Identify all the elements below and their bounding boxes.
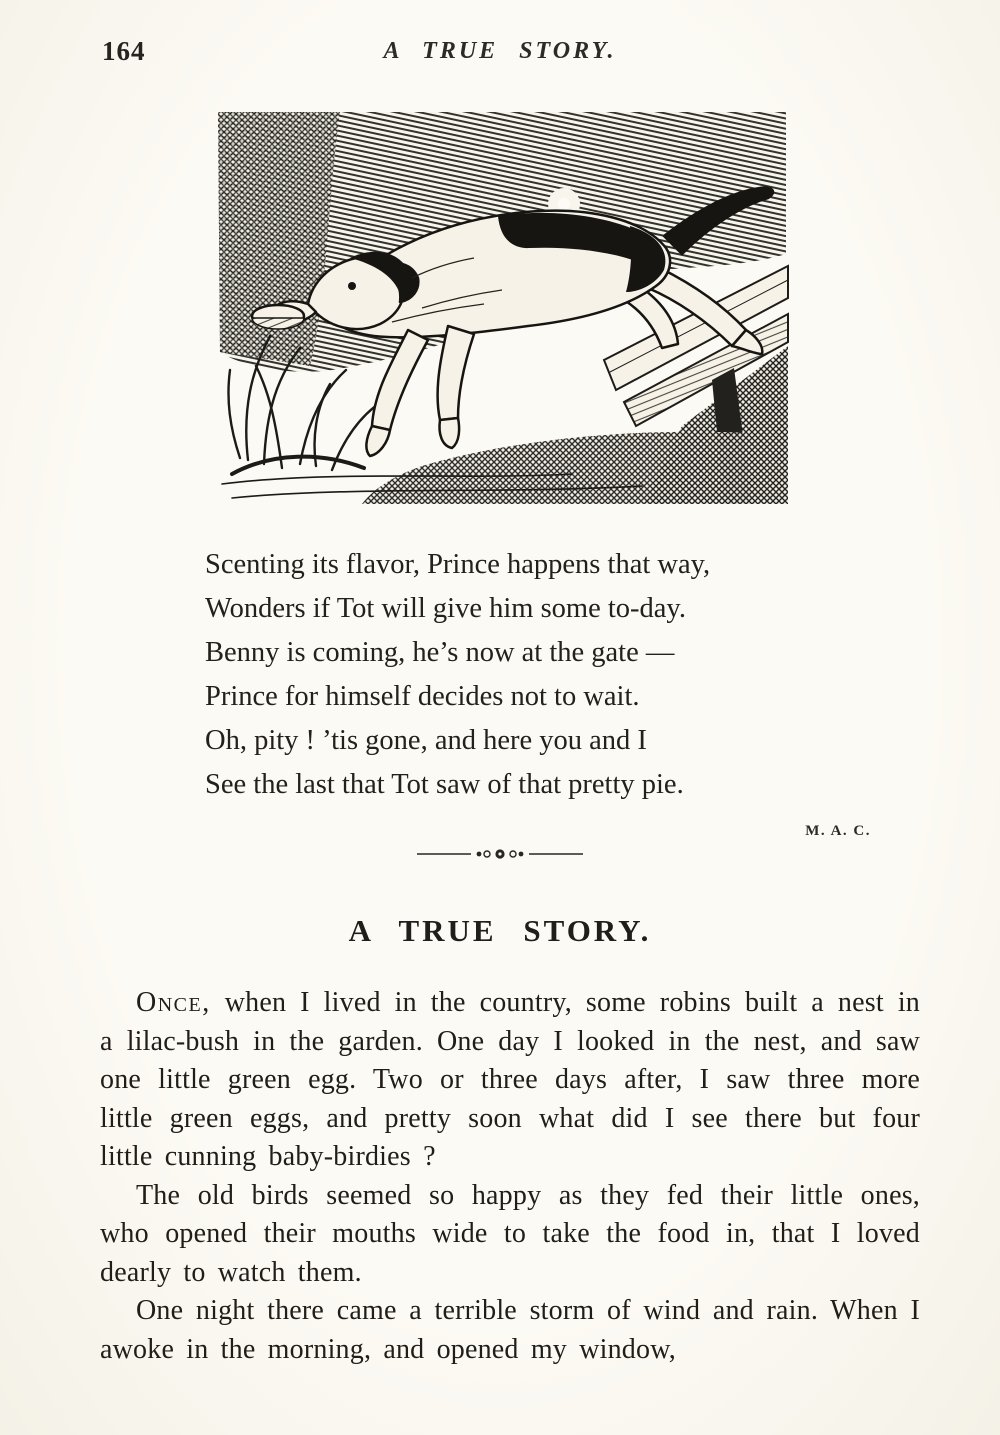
poem-line: See the last that Tot saw of that pretty pie. bbox=[205, 769, 684, 800]
story-paragraph bbox=[100, 1292, 920, 1369]
paragraph-text: One night there came a terrible storm of wind and rain. When I awoke in the morning, and opened my window, bbox=[100, 1295, 920, 1365]
story-body bbox=[100, 984, 920, 1369]
engraving-shadow bbox=[362, 432, 788, 504]
story-title: A TRUE STORY. bbox=[348, 913, 652, 948]
poem bbox=[205, 543, 873, 853]
poem-line: Oh, pity ! ’tis gone, and here you and I bbox=[205, 725, 647, 756]
running-header: A TRUE STORY. bbox=[383, 38, 617, 64]
poem-line: Wonders if Tot will give him some to-day. bbox=[205, 593, 686, 624]
poem-attribution: M. A. C. bbox=[805, 823, 871, 839]
dog-engraving-svg bbox=[212, 108, 792, 506]
poem-line: Benny is coming, he’s now at the gate — bbox=[205, 637, 675, 668]
page-number: 164 bbox=[102, 36, 146, 66]
paragraph-text: The old birds seemed so happy as they fed their little ones, who opened their mouths wide to take the food in, that I loved dearly to watch them. bbox=[100, 1179, 920, 1288]
illustration bbox=[212, 108, 792, 506]
pie-in-mouth bbox=[252, 305, 304, 329]
story-paragraph bbox=[100, 1177, 920, 1293]
paragraph-text: when I lived in the country, some robins built a nest in a lilac-bush in the garden. One day I looked in the nest, and saw one little green egg. Two or three days after, I saw three more little green eggs, and pretty soon what did I see there but four little cunning baby-birdies ? bbox=[100, 987, 920, 1172]
divider-ornament bbox=[415, 846, 585, 862]
story-paragraph bbox=[100, 984, 920, 1177]
paragraph-lead-small-caps: Once, bbox=[136, 987, 211, 1018]
poem-line: Scenting its flavor, Prince happens that way, bbox=[205, 549, 711, 580]
poem-line: Prince for himself decides not to wait. bbox=[205, 681, 640, 712]
section-divider bbox=[0, 846, 1000, 862]
